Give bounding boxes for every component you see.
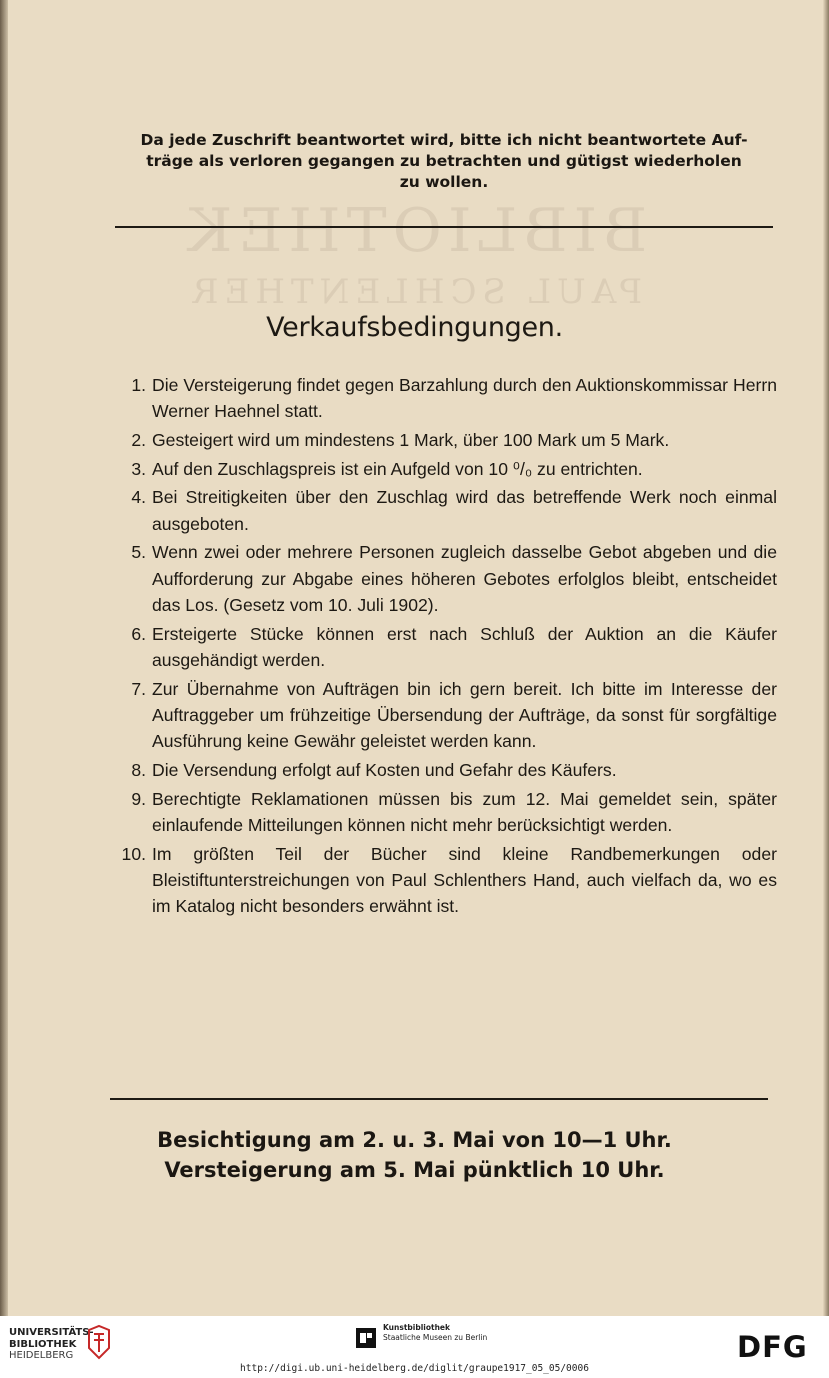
- notice-line-3: zu wollen.: [399, 173, 489, 191]
- condition-text: Auf den Zuschlagspreis ist ein Aufgeld von 10 ⁰/₀ zu entrichten.: [152, 458, 643, 479]
- condition-item: [112, 786, 777, 839]
- permalink-url[interactable]: http://digi.ub.uni-heidelberg.de/diglit/graupe1917_05_05/0006: [240, 1363, 589, 1374]
- condition-text: Bei Streitigkeiten über den Zuschlag wird das betreffende Werk noch einmal ausgeboten.: [152, 487, 777, 534]
- kunstbibliothek-line-1: Kunstbibliothek: [383, 1323, 451, 1332]
- condition-number: 4.: [131, 487, 146, 508]
- condition-item: [112, 427, 777, 453]
- conditions-list: [112, 372, 777, 922]
- condition-text: Zur Übernahme von Aufträgen bin ich gern bereit. Ich bitte im Interesse der Auftraggeber um frühzeitige Übersendung der Aufträge, da sonst für sorgfältige Ausführung keine Gewähr geleistet werden kann.: [152, 678, 777, 752]
- notice-line-2: träge als verloren gegangen zu betrachten und gütigst wiederholen: [146, 152, 742, 170]
- condition-number: 8.: [131, 759, 146, 780]
- condition-item: [112, 841, 777, 920]
- bottom-divider: [110, 1098, 768, 1100]
- condition-number: 1.: [131, 375, 146, 395]
- condition-number: 10.: [121, 843, 146, 864]
- library-name-line-1: UNIVERSITÄTS-: [9, 1327, 94, 1338]
- library-name-line-2: BIBLIOTHEK: [9, 1338, 77, 1350]
- ub-heidelberg-logo[interactable]: [9, 1327, 94, 1362]
- kunstbibliothek-line-2: Staatliche Museen zu Berlin: [383, 1333, 488, 1342]
- condition-text: Die Versteigerung findet gegen Barzahlung durch den Auktionskommissar Herrn Werner Haehnel statt.: [152, 375, 777, 422]
- notice-line-1: Da jede Zuschrift beantwortet wird, bitte ich nicht beantwortete Auf-: [140, 131, 748, 149]
- condition-text: Gesteigert wird um mindestens 1 Mark, über 100 Mark um 5 Mark.: [152, 429, 670, 450]
- dfg-logo[interactable]: DFG: [737, 1330, 808, 1364]
- top-divider: [115, 226, 773, 228]
- condition-item: [112, 621, 777, 674]
- condition-item: [112, 456, 777, 482]
- kunstbibliothek-label[interactable]: [383, 1323, 487, 1343]
- condition-text: Die Versendung erfolgt auf Kosten und Gefahr des Käufers.: [152, 759, 617, 780]
- condition-number: 3.: [131, 458, 146, 479]
- condition-number: 9.: [131, 788, 146, 809]
- show-through-subtitle: PAUL SCHLENTHER: [186, 272, 643, 312]
- show-through-title: BIBLIOTHEK: [181, 196, 648, 266]
- condition-item: [112, 539, 777, 618]
- library-name-line-3: HEIDELBERG: [9, 1350, 74, 1361]
- heidelberg-crest-icon: [86, 1324, 112, 1360]
- condition-text: Ersteigerte Stücke können erst nach Schluß der Auktion an die Käufer ausgehändigt werden.: [152, 623, 777, 670]
- condition-item: [112, 676, 777, 755]
- condition-number: 2.: [131, 429, 146, 450]
- condition-number: 6.: [131, 623, 146, 644]
- condition-text: Wenn zwei oder mehrere Personen zugleich dasselbe Gebot abgeben und die Aufforderung zur Abgabe eines höheren Gebotes erfolglos bleibt, entscheidet das Los. (Gesetz vom 10. Juli 1902).: [152, 542, 777, 615]
- condition-number: 7.: [131, 678, 146, 699]
- page-title: Verkaufsbedingungen.: [266, 312, 563, 343]
- condition-number: 5.: [131, 542, 146, 563]
- kunstbibliothek-logo-icon: [355, 1327, 377, 1349]
- condition-item: [112, 757, 777, 783]
- viewing-line: Besichtigung am 2. u. 3. Mai von 10—1 Uhr.: [157, 1128, 672, 1152]
- condition-item: [112, 484, 777, 537]
- condition-text: Berechtigte Reklamationen müssen bis zum 12. Mai gemeldet sein, später einlaufende Mitteilungen können nicht mehr berücksichtigt werden.: [152, 788, 777, 835]
- condition-text: Im größten Teil der Bücher sind kleine Randbemerkungen oder Bleistiftunterstreichungen von Paul Schlenthers Hand, auch vielfach da, wo es im Katalog nicht besonders erwähnt ist.: [152, 843, 777, 917]
- condition-item: [112, 372, 777, 425]
- notice-block: [114, 130, 774, 193]
- auction-line: Versteigerung am 5. Mai pünktlich 10 Uhr.: [164, 1158, 665, 1182]
- viewing-schedule: [0, 1125, 829, 1185]
